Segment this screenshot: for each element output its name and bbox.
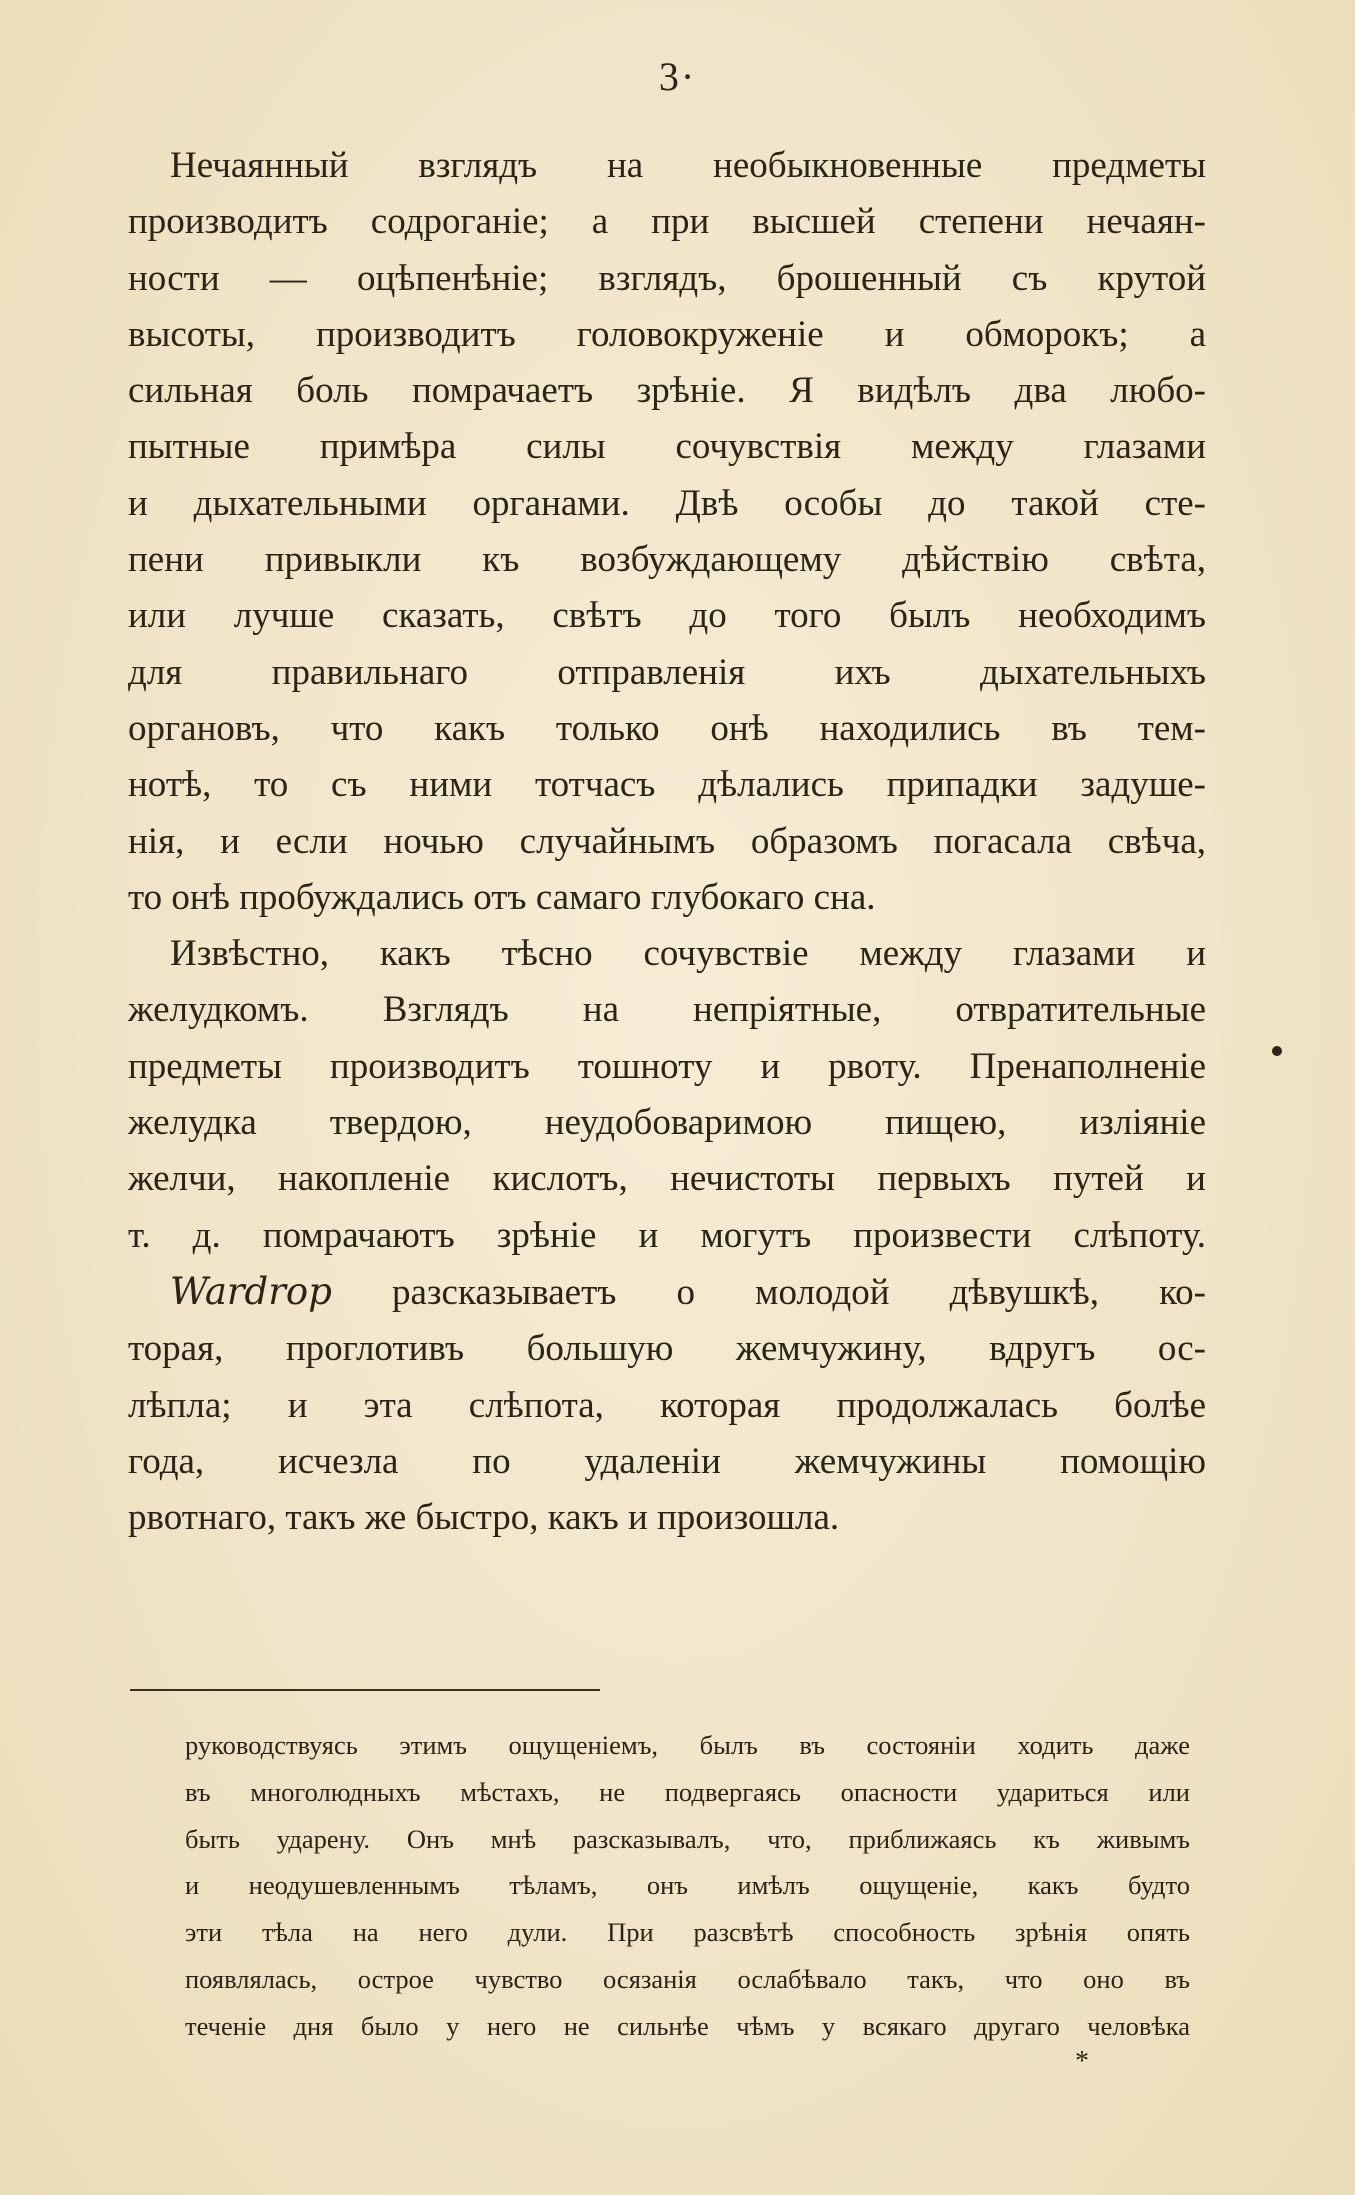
text-line: высоты, производитъ головокруженіе и обморокъ; а — [128, 313, 1206, 355]
footnote-divider — [130, 1689, 600, 1691]
text-line: желчи, накопленіе кислотъ, нечистоты первыхъ путей и — [128, 1158, 1206, 1200]
text-line: лѣпла; и эта слѣпота, которая продолжалась болѣе — [128, 1384, 1206, 1426]
text-line: рвотнаго, такъ же быстро, какъ и произошла. — [128, 1497, 840, 1539]
text-line: и дыхательными органами. Двѣ особы до такой сте- — [128, 482, 1206, 524]
cited-author-name: Wardrop — [170, 1269, 332, 1313]
text-line-cited — [128, 1264, 1206, 1321]
text-line: торая, проглотивъ большую жемчужину, вдругъ ос- — [128, 1328, 1206, 1370]
text-line: пени привыкли къ возбуждающему дѣйствію свѣта, — [128, 539, 1206, 581]
text-line: Извѣстно, какъ тѣсно сочувствіе между глазами и — [170, 933, 1206, 975]
footnote-line: быть ударену. Онъ мнѣ разсказывалъ, что, приближаясь къ живымъ — [185, 1823, 1190, 1854]
text-line: пытные примѣра силы сочувствія между глазами — [128, 426, 1206, 468]
text-line: ности — оцѣпенѣніе; взглядъ, брошенный съ крутой — [128, 257, 1206, 299]
text-line: года, исчезла по удаленіи жемчужины помощію — [128, 1440, 1206, 1482]
text-line: т. д. помрачаютъ зрѣніе и могутъ произвести слѣпоту. — [128, 1214, 1206, 1256]
text-line: сильная боль помрачаетъ зрѣніе. Я видѣлъ два любо- — [128, 370, 1206, 412]
footnote-line: и неодушевленнымъ тѣламъ, онъ имѣлъ ощущеніе, какъ будто — [185, 1870, 1190, 1901]
text-line: органовъ, что какъ только онѣ находились въ тем- — [128, 707, 1206, 749]
footnote-marker: * — [1075, 2046, 1089, 2077]
text-line: то онѣ пробуждались отъ самаго глубокаго сна. — [128, 876, 876, 918]
text-line: предметы производитъ тошноту и рвоту. Пренаполненіе — [128, 1045, 1206, 1087]
text-line: желудка твердою, неудобоваримою пищею, изліяніе — [128, 1102, 1206, 1144]
footnote-line: теченіе дня было у него не сильнѣе чѣмъ у всякаго другаго человѣка — [185, 2010, 1190, 2041]
text-line: желудкомъ. Взглядъ на непріятные, отвратительные — [128, 989, 1206, 1031]
footnote-line: руководствуясь этимъ ощущеніемъ, былъ въ состояніи ходить даже — [185, 1730, 1190, 1760]
footnote-line: эти тѣла на него дули. При разсвѣтѣ способность зрѣнія опять — [185, 1917, 1190, 1948]
text-line: или лучше сказать, свѣтъ до того былъ необходимъ — [128, 595, 1206, 637]
footnote-line: появлялась, острое чувство осязанія ослабѣвало такъ, что оно въ — [185, 1963, 1190, 1994]
text-line: нія, и если ночью случайнымъ образомъ погасала свѣча, — [128, 820, 1206, 862]
ink-spot — [1272, 1046, 1282, 1056]
page-number: 3· — [658, 54, 697, 99]
text-line-rest: разсказываетъ о молодой дѣвушкѣ, ко- — [391, 1271, 1206, 1313]
text-line: Нечаянный взглядъ на необыкновенные предметы — [170, 145, 1206, 186]
footnote-text — [185, 1722, 1190, 2050]
main-text — [128, 138, 1206, 1546]
footnote-line: въ многолюдныхъ мѣстахъ, не подвергаясь опасности удариться или — [185, 1776, 1190, 1807]
text-line: производитъ содроганіе; а при высшей степени нечаян- — [128, 201, 1206, 243]
text-line: для правильнаго отправленія ихъ дыхательныхъ — [128, 651, 1206, 693]
text-line: нотѣ, то съ ними тотчасъ дѣлались припадки задуше- — [128, 764, 1206, 806]
